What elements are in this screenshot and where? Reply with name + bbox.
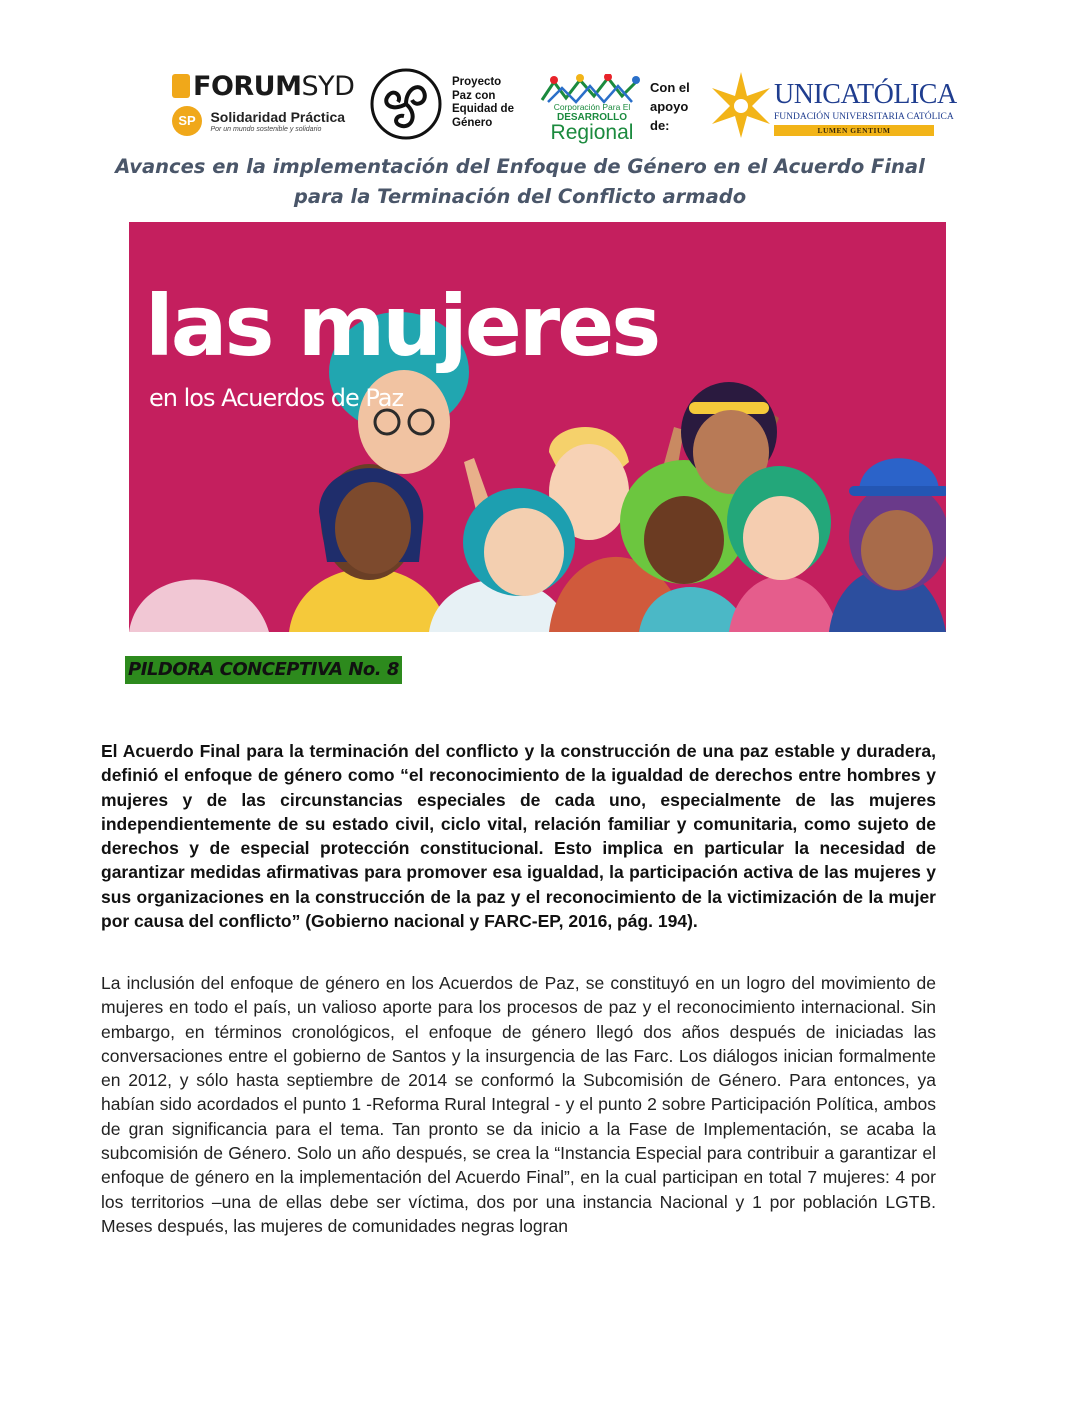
forumsyd-logo bbox=[172, 71, 355, 136]
solidaridad-practica-logo bbox=[172, 106, 352, 136]
con-el-apoyo-label: Con el apoyo de: bbox=[650, 80, 690, 133]
proyecto-paz-label: Proyecto Paz con Equidad de Género bbox=[452, 76, 514, 129]
people-figures-icon bbox=[538, 74, 646, 104]
corporacion-desarrollo-regional-logo: Corporación Para El DESARROLLO Regional bbox=[538, 72, 646, 140]
star-icon bbox=[708, 70, 774, 140]
unicatolica-logo: UNICATÓLICA FUNDACIÓN UNIVERSITARIA CATÓLICA LUMEN GENTIUM bbox=[708, 70, 942, 140]
banner-title: las mujeres bbox=[145, 277, 659, 375]
sp-name: Solidaridad Práctica bbox=[210, 108, 346, 125]
sp-badge: SP bbox=[172, 106, 202, 136]
document-title: Avances en la implementación del Enfoque de Género en el Acuerdo Final para la Terminación del Conflicto armado bbox=[115, 155, 925, 208]
paragraph-inclusion: La inclusión del enfoque de género en los Acuerdos de Paz, se constituyó en un logro del movimiento de mujeres en todo el país, un valioso aporte para los procesos de paz y el reconocimiento internacional. Sin embargo, en términos cronológicos, el enfoque de género llegó dos años después de iniciadas las conversaciones entre el gobierno de Santos y la insurgencia de las Farc. Los diálogos inician formalmente en 2012, y sólo hasta septiembre de 2014 se conformó la Subcomisión de Género. Para entonces, ya habían sido acordados el punto 1 -Reforma Rural Integral - y el punto 2 sobre Participación Política, ambos de gran significancia para el tema. Tan pronto se da inicio a la Fase de Implementación, se acaba la subcomisión de Género. Solo un año después, se crea la “Instancia Especial para contribuir a garantizar el enfoque de género en la implementación del Acuerdo Final”, en la cual participan en total 7 mujeres: 4 por los territorios –una de ellas debe ser víctima, dos por una instancia Nacional y 1 por población LGTB. Meses después, las mujeres de comunidades negras logran bbox=[101, 973, 936, 1236]
banner-subtitle: en los Acuerdos de Paz bbox=[149, 384, 404, 412]
banner-image bbox=[129, 222, 946, 632]
sp-tagline: Por un mundo sostenible y solidario bbox=[210, 125, 322, 133]
leaf-icon bbox=[172, 74, 190, 98]
pildora-label: PILDORA CONCEPTIVA No. 8 bbox=[125, 656, 402, 684]
logo-row bbox=[172, 66, 957, 144]
forumsyd-wordmark: FORUMSYD bbox=[172, 72, 352, 102]
triskele-icon bbox=[362, 68, 450, 140]
paragraph-definition: El Acuerdo Final para la terminación del conflicto y la construcción de una paz estable y duradera, definió el enfoque de género como “el reconocimiento de la igualdad de derechos entre hombres y mujeres y de las circunstancias especiales de cada uno, especialmente de las mujeres independientemente de su estado civil, ciclo vital, relación familiar y comunitaria, como sujeto de derechos y de especial protección constitucional. Esto implica en particular la necesidad de garantizar medidas afirmativas para promover esa igualdad, la participación activa de las mujeres y sus organizaciones en la construcción de la paz y el reconocimiento de la victimización de la mujer por causa del conflicto” (Gobierno nacional y FARC-EP, 2016, pág. 194). bbox=[101, 741, 936, 932]
